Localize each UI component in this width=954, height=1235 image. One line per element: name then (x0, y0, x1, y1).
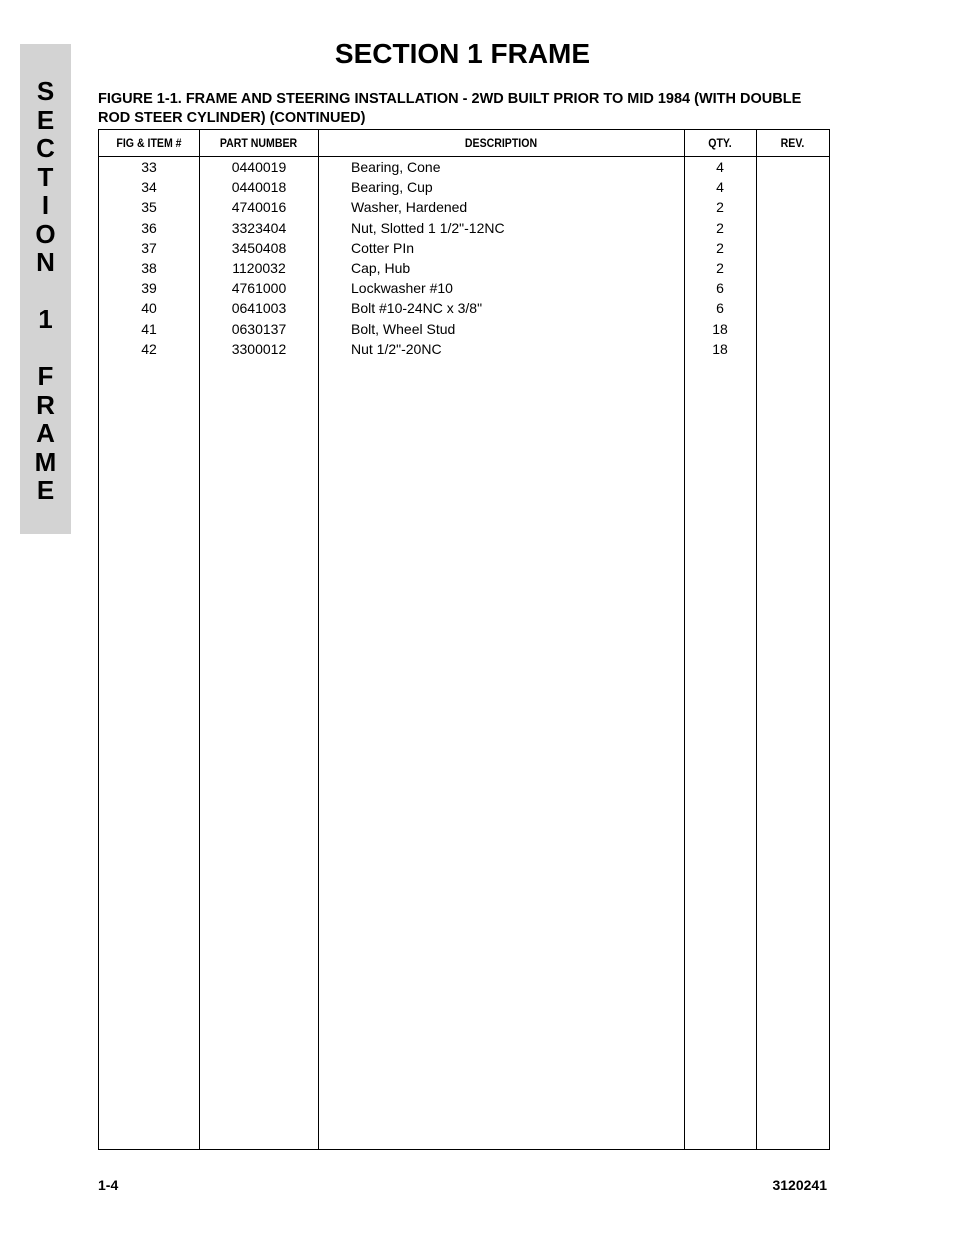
side-tab-letter: 1 (38, 304, 53, 334)
table-header-row (99, 130, 829, 157)
cell-fig-item: 40 (141, 300, 157, 317)
side-tab-letter: C (36, 133, 55, 163)
cell-qty: 4 (716, 179, 724, 196)
cell-description: Bolt, Wheel Stud (351, 320, 456, 337)
cell-fig-item: 37 (141, 239, 157, 256)
cell-fig-item: 34 (141, 179, 157, 196)
side-tab-letter: O (35, 218, 56, 249)
cell-part-number: 3450408 (231, 239, 287, 256)
cell-description: Bearing, Cone (351, 159, 441, 175)
side-tab-letter: E (36, 104, 55, 135)
cell-description: Nut, Slotted 1 1/2"-12NC (351, 219, 505, 236)
cell-description: Nut 1/2"-20NC (351, 340, 442, 357)
cell-fig-item: 42 (141, 340, 157, 357)
side-tab-letter: E (36, 475, 55, 505)
cell-part-number: 0440018 (231, 179, 287, 196)
side-tab-letter: S (36, 76, 55, 106)
cell-qty: 2 (716, 259, 724, 276)
header-part-number: PART NUMBER (219, 136, 298, 150)
header-fig-item: FIG & ITEM # (116, 136, 182, 150)
side-tab-letter: T (37, 161, 54, 192)
section-side-tab (20, 44, 71, 534)
cell-qty: 2 (716, 199, 724, 216)
cell-description: Cotter PIn (351, 239, 415, 256)
cell-qty: 18 (712, 320, 728, 337)
header-rev: REV. (780, 136, 805, 150)
cell-description: Bolt #10-24NC x 3/8" (351, 300, 483, 317)
figure-title: FIGURE 1-1. FRAME AND STEERING INSTALLATION - 2WD BUILT PRIOR TO MID 1984 (WITH DOUBLE ROD STEER CYLINDER) (CONTINUED) (98, 91, 802, 126)
side-tab-letter: A (36, 418, 55, 448)
document-number: 3120241 (772, 1177, 827, 1193)
table-row (99, 319, 829, 339)
parts-table (98, 129, 830, 1150)
cell-fig-item: 38 (141, 259, 157, 276)
table-row (99, 218, 829, 238)
cell-qty: 6 (716, 280, 724, 297)
table-body (99, 157, 829, 359)
cell-part-number: 4740016 (231, 199, 287, 216)
table-row (99, 177, 829, 197)
cell-part-number: 0641003 (231, 300, 287, 317)
side-tab-letters (20, 77, 71, 505)
table-row (99, 258, 829, 278)
cell-qty: 18 (712, 340, 728, 357)
table-row (99, 157, 829, 177)
cell-description: Lockwasher #10 (351, 280, 453, 297)
cell-part-number: 0440019 (231, 159, 287, 175)
table-row (99, 339, 829, 359)
cell-part-number: 4761000 (231, 280, 287, 297)
side-tab-letter: I (41, 190, 50, 220)
cell-qty: 6 (716, 300, 724, 317)
cell-part-number: 3323404 (231, 219, 287, 236)
cell-part-number: 3300012 (231, 340, 287, 357)
header-description: DESCRIPTION (464, 136, 538, 150)
cell-qty: 4 (716, 159, 724, 175)
cell-fig-item: 39 (141, 280, 157, 297)
cell-description: Bearing, Cup (351, 179, 433, 196)
side-tab-letter: F (37, 361, 54, 391)
section-title: SECTION 1 FRAME (334, 38, 591, 69)
table-row (99, 278, 829, 298)
table-row (99, 238, 829, 258)
table-row (99, 298, 829, 318)
cell-description: Cap, Hub (351, 259, 411, 276)
page-number: 1-4 (98, 1177, 119, 1193)
table-row (99, 197, 829, 217)
cell-description: Washer, Hardened (351, 199, 468, 216)
side-tab-letter: N (36, 247, 55, 277)
cell-fig-item: 36 (141, 219, 157, 236)
cell-part-number: 1120032 (232, 259, 286, 276)
header-qty: QTY. (708, 136, 732, 150)
side-tab-letter: M (34, 446, 57, 477)
cell-part-number: 0630137 (231, 320, 287, 337)
cell-fig-item: 41 (141, 320, 157, 337)
cell-qty: 2 (716, 219, 724, 236)
cell-fig-item: 33 (141, 159, 157, 175)
side-tab-letter: R (36, 389, 55, 420)
cell-qty: 2 (716, 239, 724, 256)
cell-fig-item: 35 (141, 199, 157, 216)
